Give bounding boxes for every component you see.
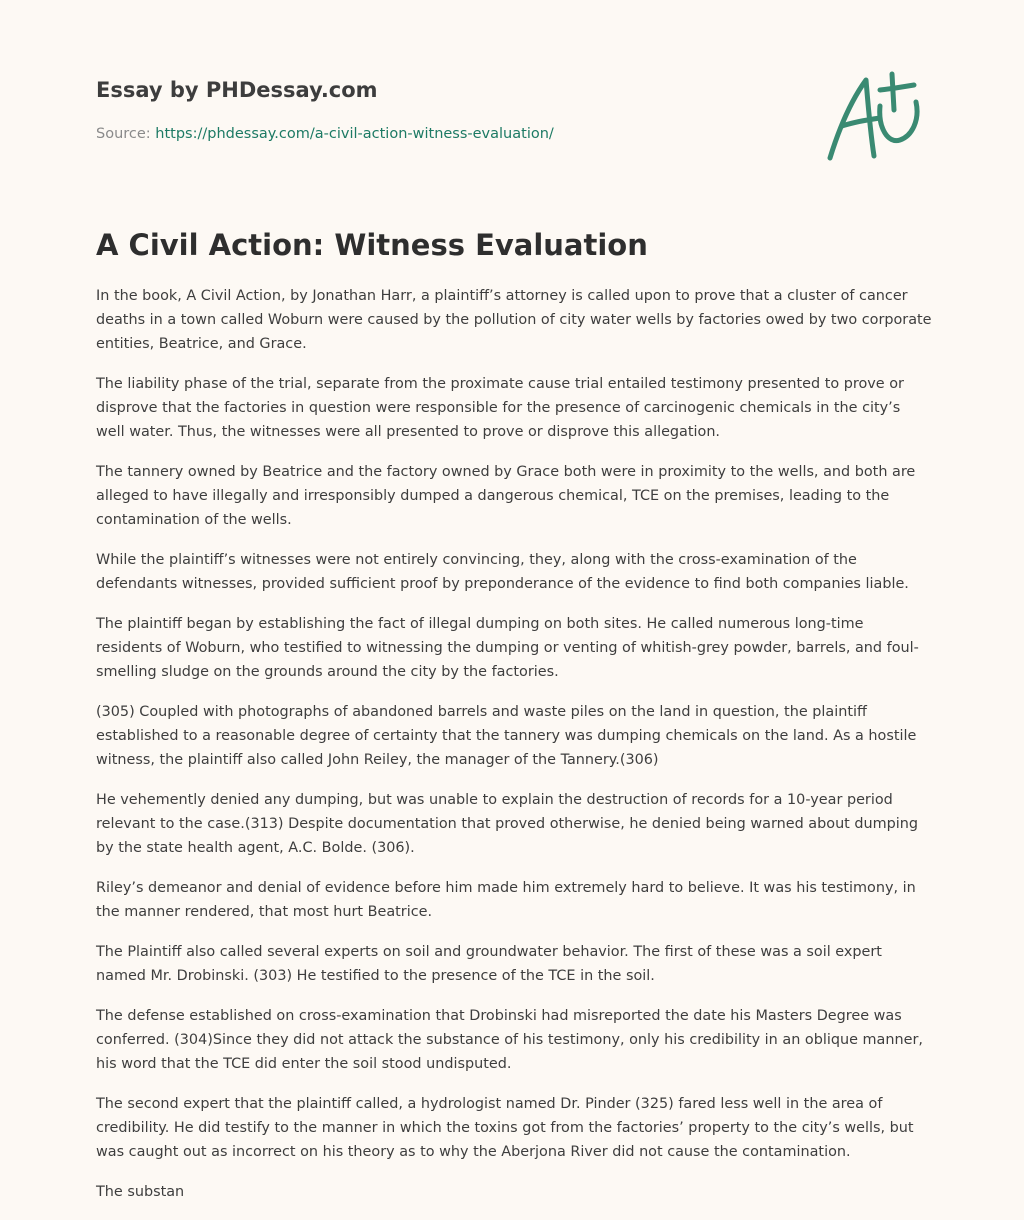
essay-paragraph: The plaintiff began by establishing the fact of illegal dumping on both sites. He called numerous long-time residents of Woburn, who testified to witnessing the dumping or venting of whitish-grey powder, barrels, and foul-smelling sludge on the grounds around the city by the factories. [96,616,919,680]
essay-paragraph: Riley’s demeanor and denial of evidence before him made him extremely hard to believe. It was his testimony, in the manner rendered, that most hurt Beatrice. [96,880,916,920]
site-title: Essay by PHDessay.com [96,78,378,102]
essay-paragraph: The second expert that the plaintiff called, a hydrologist named Dr. Pinder (325) fared less well in the area of credibility. He did testify to the manner in which the toxins got from the factories’ property to the city’s wells, but was caught out as incorrect on his theory as to why the Aberjona River did not cause the contamination. [96,1096,914,1160]
source-label: Source: [96,126,156,142]
site-header [96,76,932,166]
essay-paragraph: The substan [96,1184,185,1200]
essay-paragraph: The Plaintiff also called several experts on soil and groundwater behavior. The first of these was a soil expert named Mr. Drobinski. (303) He testified to the presence of the TCE in the soil. [96,944,882,984]
document-page [96,0,932,1220]
essay-paragraph: The tannery owned by Beatrice and the factory owned by Grace both were in proximity to the wells, and both are alleged to have illegally and irresponsibly dumped a dangerous chemical, TCE on the premises, leading to the contamination of the wells. [96,464,916,528]
essay-paragraph: The defense established on cross-examination that Drobinski had misreported the date his Masters Degree was conferred. (304)Since they did not attack the substance of his testimony, only his credibility in an oblique manner, his word that the TCE did enter the soil stood undisputed. [96,1008,923,1072]
essay-paragraph: While the plaintiff’s witnesses were not entirely convincing, they, along with the cross-examination of the defendants witnesses, provided sufficient proof by preponderance of the evidence to find both companies liable. [96,552,909,592]
essay-paragraph: The liability phase of the trial, separate from the proximate cause trial entailed testimony presented to prove or disprove that the factories in question were responsible for the presence of carcinogenic chemicals in the city’s well water. Thus, the witnesses were all presented to prove or disprove this allegation. [96,376,904,440]
essay-paragraph: In the book, A Civil Action, by Jonathan Harr, a plaintiff’s attorney is called upon to prove that a cluster of cancer deaths in a town called Woburn were caused by the pollution of city water wells by factories owed by two corporate entities, Beatrice, and Grace. [96,288,932,352]
source-line [96,124,554,144]
essay-title: A Civil Action: Witness Evaluation [96,228,648,262]
essay-body [96,284,932,1220]
essay-paragraph: He vehemently denied any dumping, but was unable to explain the destruction of records for a 10-year period relevant to the case.(313) Despite documentation that proved otherwise, he denied being warned about dumping by the state health agent, A.C. Bolde. (306). [96,792,919,856]
a-plus-logo-icon [824,70,928,162]
essay-paragraph: (305) Coupled with photographs of abandoned barrels and waste piles on the land in question, the plaintiff established to a reasonable degree of certainty that the tannery was dumping chemicals on the land. As a hostile witness, the plaintiff also called John Reiley, the manager of the Tannery.(306) [96,704,917,768]
source-link[interactable]: https://phdessay.com/a-civil-action-witness-evaluation/ [155,126,554,142]
